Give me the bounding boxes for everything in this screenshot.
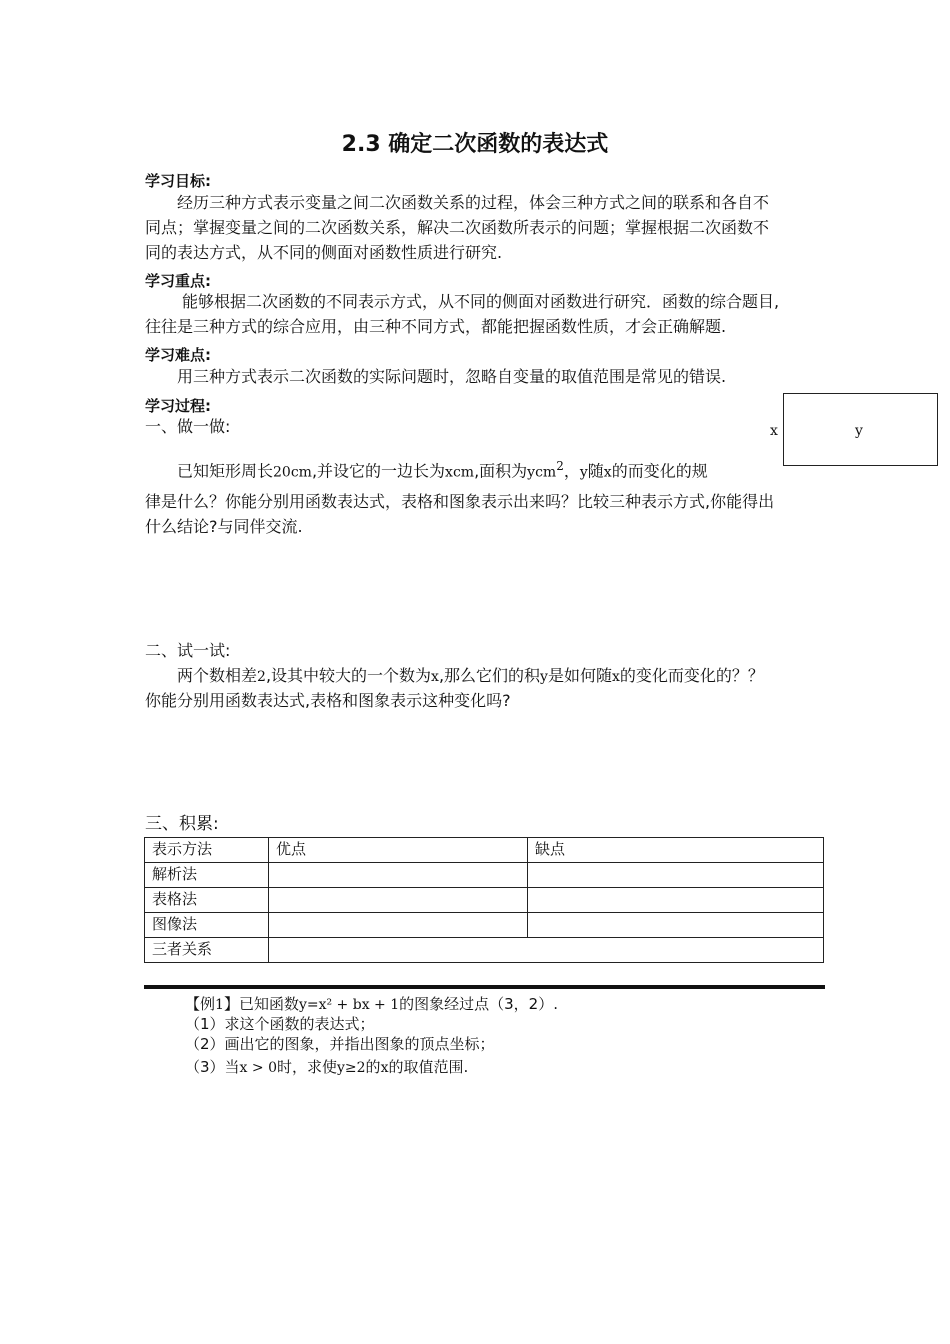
table-row-label: 解析法 [145, 863, 269, 888]
goals-line-2: 同点；掌握变量之间的二次函数关系，解决二次函数所表示的问题；掌握根据二次函数不 [145, 218, 770, 237]
summary-table [144, 837, 824, 963]
table-row [145, 888, 824, 913]
table-row [145, 863, 824, 888]
table-header-cell: 优点 [269, 838, 528, 863]
diagram-y-label: y [855, 423, 863, 439]
goals-line-1: 经历三种方式表示变量之间二次函数关系的过程，体会三种方式之间的联系和各自不 [177, 193, 770, 212]
section2-line-2: 你能分别用函数表达式,表格和图象表示这种变化吗? [145, 691, 511, 710]
page-title: 2.3 确定二次函数的表达式 [341, 132, 609, 157]
example1-title: 【例1】已知函数y=x² + bx + 1的图象经过点（3，2）. [185, 995, 558, 1013]
table-row-label: 三者关系 [145, 938, 269, 963]
table-cell [528, 863, 824, 888]
table-header-row [145, 838, 824, 863]
key-points-label: 学习重点: [145, 272, 211, 290]
table-header-cell: 表示方法 [145, 838, 269, 863]
goals-line-3: 同的表达方式，从不同的侧面对函数性质进行研究. [145, 243, 503, 262]
diagram-x-label: x [770, 423, 778, 439]
key-points-line-1: 能够根据二次函数的不同表示方式，从不同的侧面对函数进行研究．函数的综合题目, [182, 292, 780, 311]
example1-question-3: （3）当x > 0时，求使y≥2的x的取值范围. [185, 1058, 469, 1076]
table-row [145, 938, 824, 963]
table-cell [269, 938, 824, 963]
section2-heading: 二、试一试: [145, 641, 231, 660]
table-header-cell: 缺点 [528, 838, 824, 863]
table-row [145, 913, 824, 938]
example1-question-1: （1）求这个函数的表达式； [185, 1015, 375, 1033]
section1-line-2: 律是什么？你能分别用函数表达式，表格和图象表示出来吗？比较三种表示方式,你能得出 [145, 492, 775, 511]
example1-question-2: （2）画出它的图象，并指出图象的顶点坐标； [185, 1035, 495, 1053]
goals-label: 学习目标: [145, 172, 211, 190]
table-row-label: 表格法 [145, 888, 269, 913]
difficulties-label: 学习难点: [145, 346, 211, 364]
table-cell [528, 888, 824, 913]
section1-line-3: 什么结论?与同伴交流. [145, 517, 303, 536]
table-cell [269, 888, 528, 913]
section1-line-1: 已知矩形周长20cm,并设它的一边长为xcm,面积为ycm$^2$，y随x的而变化的规 [177, 459, 708, 481]
table-cell [269, 863, 528, 888]
difficulties-line: 用三种方式表示二次函数的实际问题时，忽略自变量的取值范围是常见的错误. [177, 367, 727, 386]
example1-formula: y=x² + bx + 1 [298, 997, 400, 1013]
section3-heading: 三、积累: [145, 814, 219, 834]
section1-heading: 一、做一做: [145, 417, 231, 436]
key-points-line-2: 往往是三种方式的综合应用，由三种不同方式，都能把握函数性质，才会正确解题. [145, 317, 727, 336]
table-cell [269, 913, 528, 938]
section-divider [144, 985, 825, 989]
table-cell [528, 913, 824, 938]
table-row-label: 图像法 [145, 913, 269, 938]
section2-line-1: 两个数相差2,设其中较大的一个数为x,那么它们的积y是如何随x的变化而变化的？？ [177, 666, 764, 685]
process-label: 学习过程: [145, 397, 211, 415]
